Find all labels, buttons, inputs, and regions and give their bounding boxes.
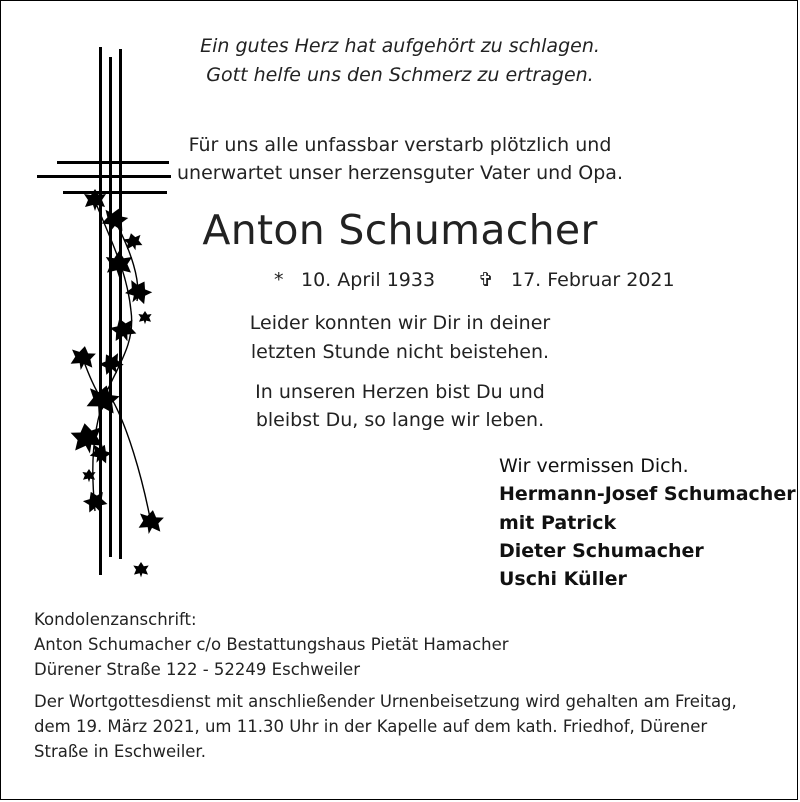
intro-line-1: Für uns alle unfassbar verstarb plötzlich und [188,134,612,156]
intro-line-2: unerwartet unser herzensguter Vater und Opa. [176,162,623,184]
mourners-intro: Wir vermissen Dich. [499,455,689,477]
condolence-address-line-2: Dürener Straße 122 - 52249 Eschweiler [34,660,360,679]
verse2-line-1: In unseren Herzen bist Du und [255,381,545,403]
cross-symbol-icon: ✞ [478,269,494,291]
service-line-2: dem 19. März 2021, um 11.30 Uhr in der Kapelle auf dem kath. Friedhof, Dürener [34,717,708,736]
quote-line-1: Ein gutes Herz hat aufgehört zu schlagen. [200,35,600,57]
death-date: 17. Februar 2021 [511,269,675,291]
mourner-name: Uschi Küller [499,568,627,590]
birth-date: 10. April 1933 [301,269,436,291]
verse1-line-2: letzten Stunde nicht beistehen. [250,341,550,363]
verse2-line-2: bleibst Du, so lange wir leben. [255,409,545,431]
verse1-line-1: Leider konnten wir Dir in deiner [249,312,551,334]
service-line-3: Straße in Eschweiler. [34,742,206,761]
mourner-name: Dieter Schumacher [499,540,704,562]
mourner-name: Hermann-Josef Schumacher [499,483,796,505]
condolence-address-line-1: Anton Schumacher c/o Bestattungshaus Pietät Hamacher [34,635,509,654]
service-line-1: Der Wortgottesdienst mit anschließender Urnenbeisetzung wird gehalten am Freitag, [34,692,737,711]
birth-symbol: * [274,269,284,291]
cross-with-ivy-icon [31,41,171,581]
condolence-label: Kondolenzanschrift: [34,610,197,629]
quote-line-2: Gott helfe uns den Schmerz zu ertragen. [206,64,594,86]
mourner-name: mit Patrick [499,512,617,534]
deceased-name: Anton Schumacher [202,206,598,254]
